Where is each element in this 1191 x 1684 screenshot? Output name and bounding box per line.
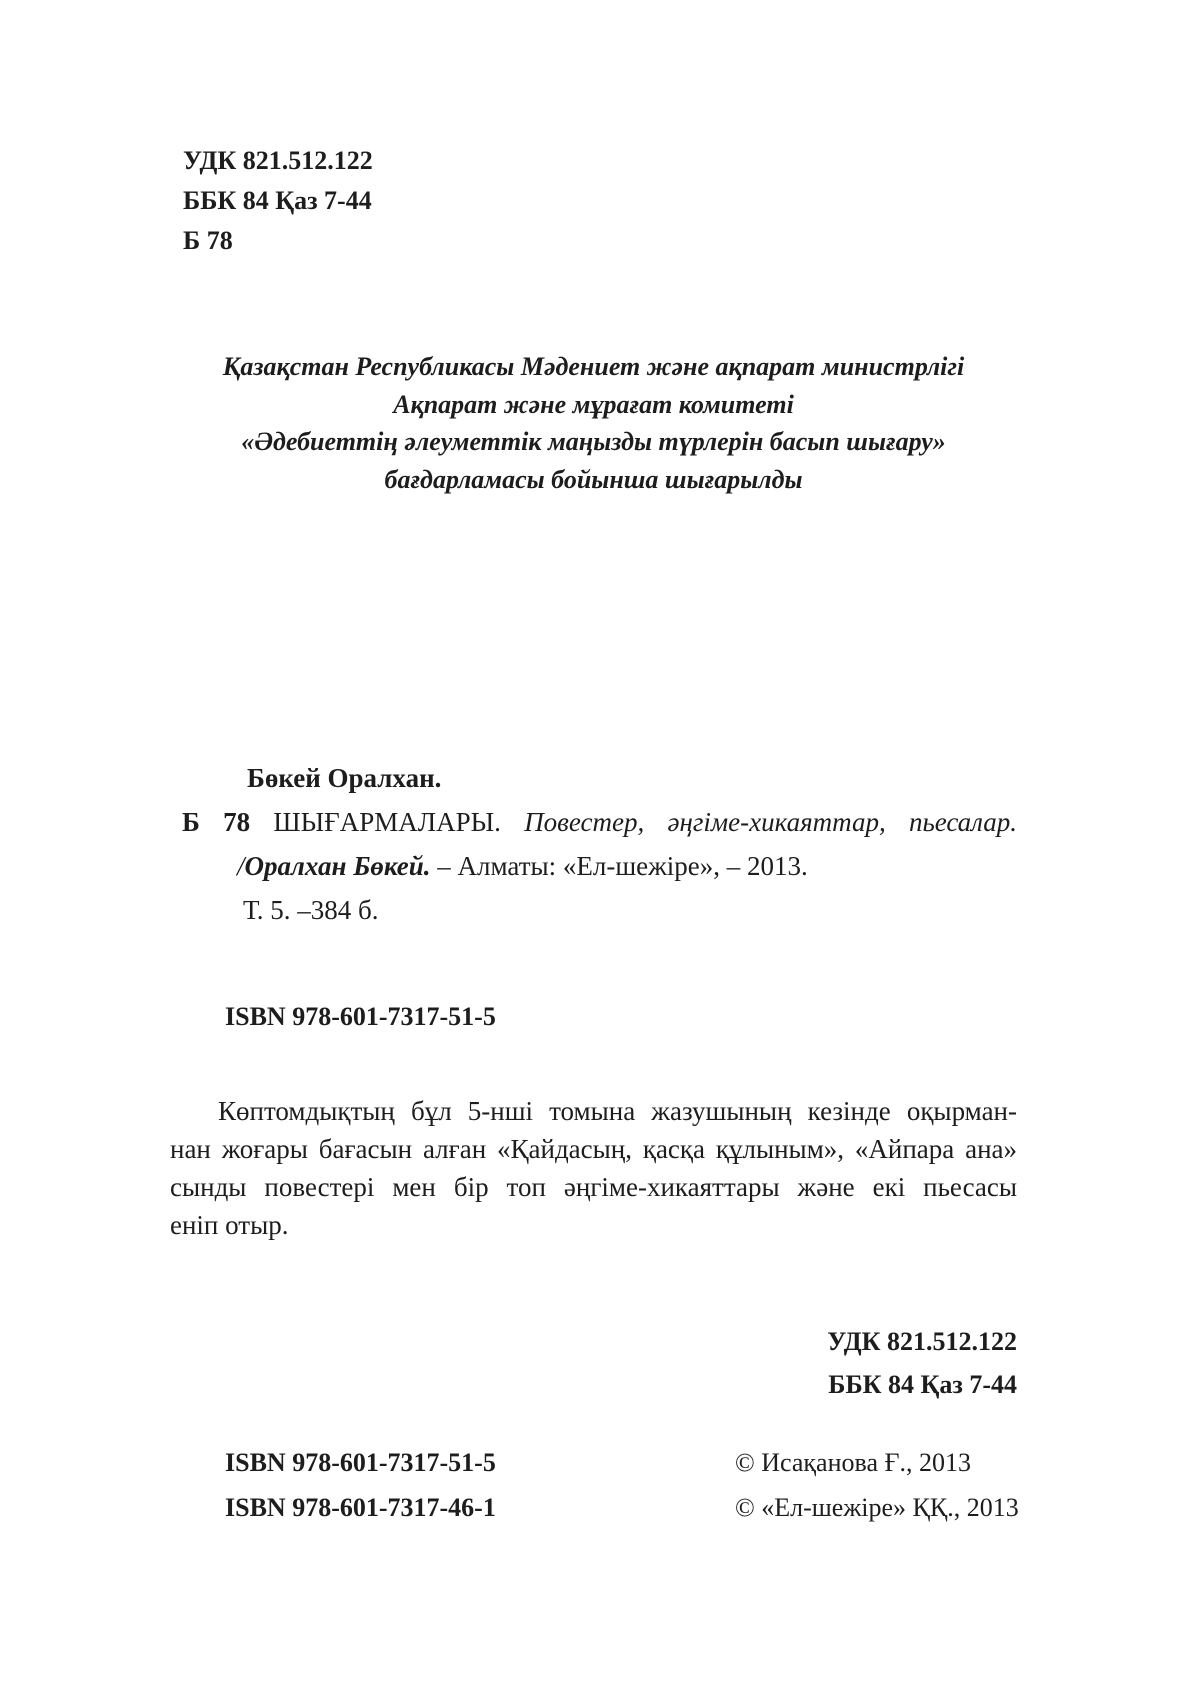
isbn-volume: ISBN 978-601-7317-51-5: [225, 1448, 496, 1477]
copyright-author: © Исақанова Ғ., 2013: [735, 1448, 972, 1477]
annotation-line-4: еніп отыр.: [170, 1210, 289, 1240]
footer-isbn-list: [225, 1440, 496, 1530]
catalogue-subtitle: Повестер, әңгіме-хикаяттар, пьесалар.: [524, 807, 1018, 837]
bbk-code-bottom: ББК 84 Қаз 7-44: [828, 1370, 1017, 1399]
footer-copyright-list: [735, 1440, 1019, 1530]
catalogue-title: ШЫҒАРМАЛАРЫ.: [273, 807, 501, 837]
catalogue-author-header: Бөкей Оралхан.: [247, 763, 442, 793]
catalogue-card-entry: [170, 756, 1017, 932]
udc-code: УДК 821.512.122: [183, 146, 373, 175]
ministry-program-note: [170, 348, 1017, 498]
ministry-line-1: Қазақстан Республикасы Мәдениет және ақпарат министрлігі: [222, 352, 965, 381]
top-cataloguing-codes: [183, 141, 373, 261]
annotation-line-2: нан жоғары бағасын алған «Қайдасың, қасқа құлыным», «Айпара ана»: [170, 1134, 1017, 1164]
catalogue-responsibility: Оралхан Бөкей.: [244, 851, 431, 881]
catalogue-responsibility-line: [170, 844, 1017, 888]
ministry-line-4: бағдарламасы бойынша шығарылды: [384, 464, 803, 494]
isbn-main: ISBN 978-601-7317-51-5: [225, 1002, 496, 1031]
annotation-line-3: сынды повестері мен бір топ әңгіме-хикаяттары және екі пьесасы: [170, 1172, 1017, 1202]
author-sign-code: Б 78: [183, 226, 233, 255]
catalogue-title-line: [170, 800, 1017, 844]
annotation-paragraph: [170, 1092, 1017, 1244]
catalogue-author-sign: Б 78: [182, 807, 251, 837]
bbk-code: ББК 84 Қаз 7-44: [183, 186, 372, 215]
ministry-line-3: «Әдебиеттің әлеуметтік маңызды түрлерін басып шығару»: [241, 427, 946, 456]
catalogue-slash: /: [237, 851, 245, 881]
isbn-set: ISBN 978-601-7317-46-1: [225, 1493, 496, 1522]
copyright-publisher: © «Ел-шежіре» ҚҚ., 2013: [735, 1493, 1019, 1522]
ministry-line-2: Ақпарат және мұрағат комитеті: [393, 389, 794, 419]
catalogue-volume-line: Т. 5. –384 б.: [243, 895, 379, 925]
annotation-line-1: Көптомдықтың бұл 5-нші томына жазушының кезінде оқырман-: [218, 1096, 1017, 1126]
catalogue-imprint: – Алматы: «Ел-шежіре», – 2013.: [437, 851, 808, 881]
udc-code-bottom: УДК 821.512.122: [827, 1327, 1017, 1356]
bottom-cataloguing-codes: [170, 1320, 1017, 1406]
